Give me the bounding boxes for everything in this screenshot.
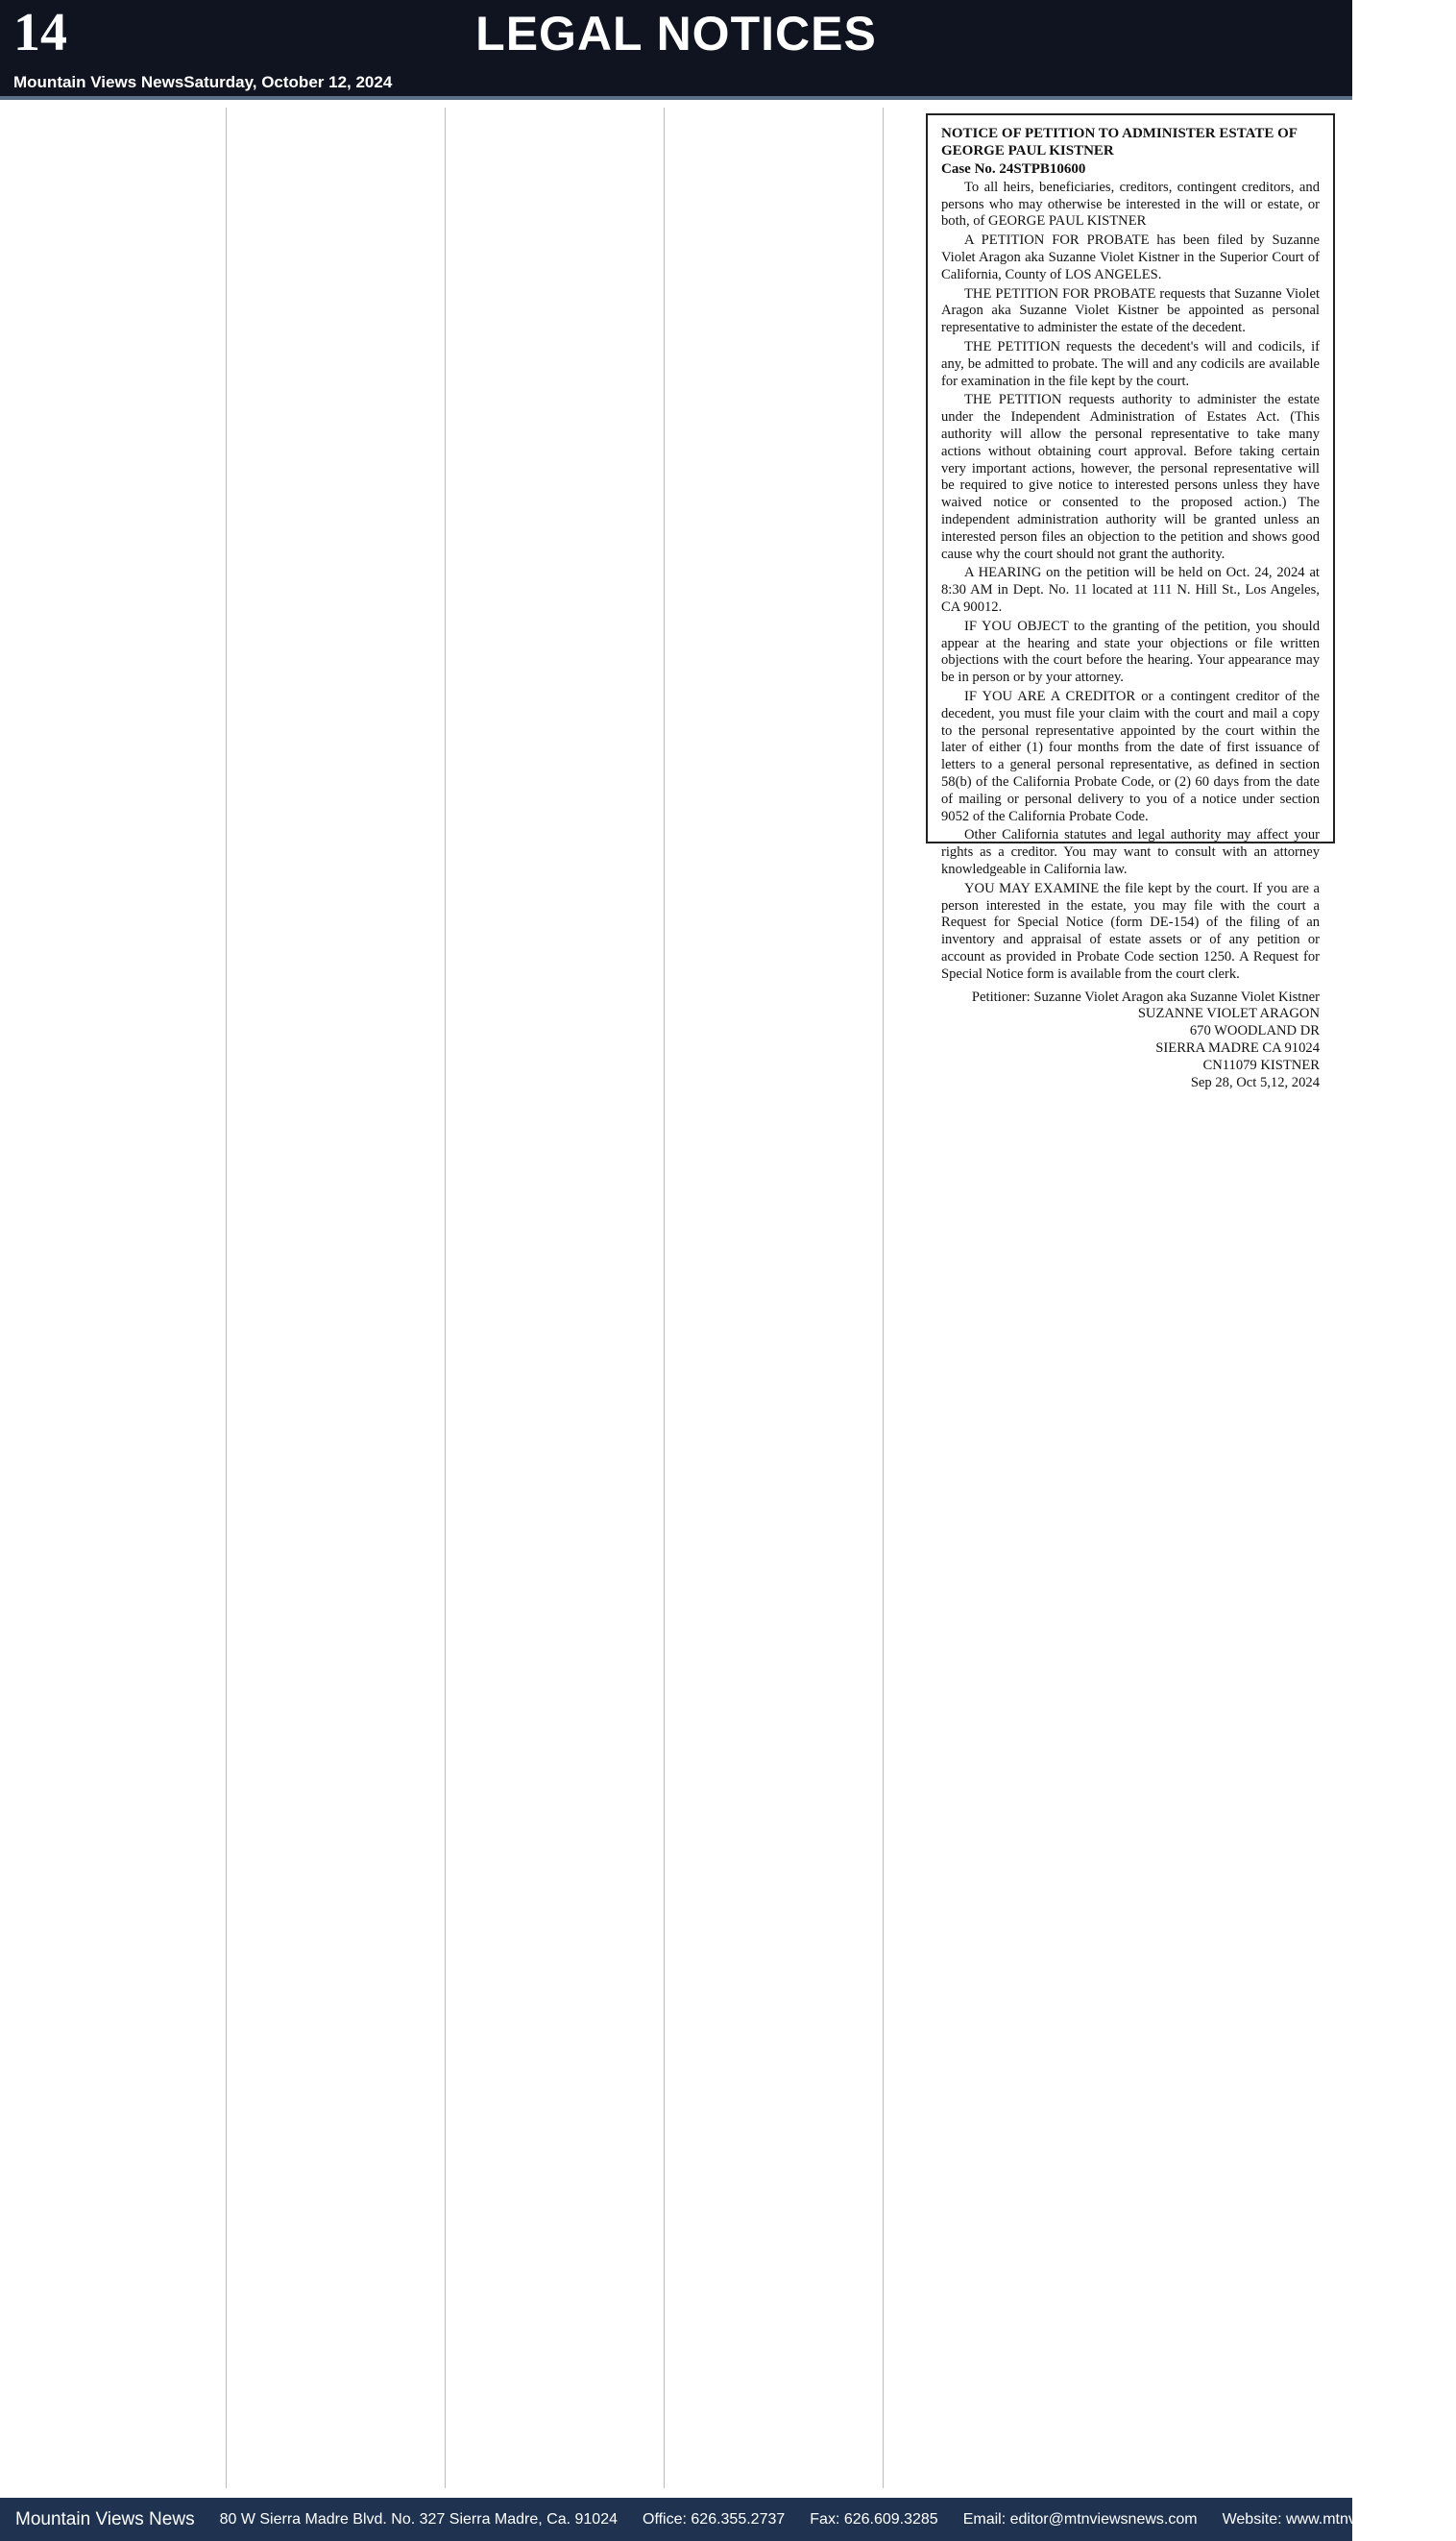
notice-paragraph: YOU MAY EXAMINE the file kept by the court. If you are a person interested in the estate, you may file with the court a Request for Special Notice (form DE-154) of the filing of an inventory and appraisal of estate assets or of any petition or account as provided in Probate Code section 1250. A Request for Special Notice form is available from the court clerk. bbox=[941, 880, 1320, 982]
footer-address: 80 W Sierra Madre Blvd. No. 327 Sierra Madre, Ca. 91024 bbox=[219, 2510, 618, 2528]
petitioner-line: SIERRA MADRE CA 91024 bbox=[1155, 1039, 1320, 1056]
notice-paragraph: THE PETITION FOR PROBATE requests that Suzanne Violet Aragon aka Suzanne Violet Kistner be appointed as personal representative to administer the estate of the decedent. bbox=[941, 285, 1320, 336]
notice-paragraph: To all heirs, beneficiaries, creditors, contingent creditors, and persons who may otherwise be interested in the will or estate, or both, of GEORGE PAUL KISTNER bbox=[941, 179, 1320, 230]
notice-paragraph: A HEARING on the petition will be held on Oct. 24, 2024 at 8:30 AM in Dept. No. 11 located at 111 N. Hill St., Los Angeles, CA 90012. bbox=[941, 565, 1320, 616]
petitioner-block bbox=[941, 990, 1320, 1092]
petitioner-line: 670 WOODLAND DR bbox=[1189, 1023, 1320, 1039]
page-footer bbox=[0, 2498, 1456, 2541]
notice-paragraph: THE PETITION requests the decedent's will and codicils, if any, be admitted to probate. The will and any codicils are available for examination in the file kept by the court. bbox=[941, 339, 1320, 389]
notice-case-number: Case No. 24STPB10600 bbox=[941, 160, 1086, 177]
notice-paragraph: THE PETITION requests authority to administer the estate under the Independent Administration of Estates Act. (This authority will allow the personal representative to take many actions without obtaining court approval. Before taking certain very important actions, however, the personal representative will be required to give notice to interested persons unless they have waived notice or consented to the proposed action.) The independent administration authority will be granted unless an interested person files an objection to the petition and shows good cause why the court should not grant the authority. bbox=[941, 392, 1320, 562]
column-2 bbox=[232, 108, 446, 2488]
publication-dates: Sep 28, Oct 5,12, 2024 bbox=[1190, 1074, 1320, 1090]
masthead-rule bbox=[0, 96, 1352, 100]
petition-notice-title bbox=[941, 125, 1320, 178]
column-3 bbox=[451, 108, 665, 2488]
column-4 bbox=[670, 108, 884, 2488]
footer-email[interactable]: Email: editor@mtnviewsnews.com bbox=[962, 2510, 1198, 2528]
notice-paragraph: IF YOU OBJECT to the granting of the petition, you should appear at the hearing and state your objections or file written objections with the court before the hearing. Your appearance may be in person or by your attorney. bbox=[941, 618, 1320, 686]
column-1 bbox=[13, 108, 227, 2488]
masthead bbox=[0, 0, 1352, 96]
notice-paragraph: Other California statutes and legal authority may affect your rights as a creditor. You may want to consult with an attorney knowledgeable in California law. bbox=[941, 827, 1320, 877]
petitioner-line: SUZANNE VIOLET ARAGON bbox=[1137, 1006, 1320, 1022]
footer-office-phone: Office: 626.355.2737 bbox=[643, 2510, 786, 2528]
petitioner-line: CN11079 KISTNER bbox=[1202, 1057, 1320, 1073]
footer-fax: Fax: 626.609.3285 bbox=[810, 2510, 938, 2528]
dateline: Mountain Views NewsSaturday, October 12, 2024 bbox=[13, 73, 393, 91]
page-number: 14 bbox=[13, 3, 67, 62]
notice-title-line: NOTICE OF PETITION TO ADMINISTER ESTATE OF bbox=[941, 126, 1298, 141]
footer-paper-name: Mountain Views News bbox=[15, 2508, 195, 2529]
petitioner-line: Petitioner: Suzanne Violet Aragon aka Suzanne Violet Kistner bbox=[971, 989, 1320, 1005]
notice-title-line: GEORGE PAUL KISTNER bbox=[941, 143, 1114, 159]
petition-notice-body bbox=[941, 180, 1320, 984]
footer-website[interactable]: Website: www.mtnviewsnews.com bbox=[1222, 2510, 1456, 2528]
petition-notice-box bbox=[926, 113, 1335, 1090]
notice-paragraph: IF YOU ARE A CREDITOR or a contingent creditor of the decedent, you must file your claim with the court and mail a copy to the personal representative appointed by the court within the later of either (1) four months from the date of first issuance of letters to a general personal representative, as defined in section 58(b) of the California Probate Code, or (2) 60 days from the date of mailing or personal delivery to you of a notice under section 9052 of the California Probate Code. bbox=[941, 689, 1320, 824]
section-title: LEGAL NOTICES bbox=[475, 7, 877, 61]
notice-paragraph: A PETITION FOR PROBATE has been filed by Suzanne Violet Aragon aka Suzanne Violet Kistner in the Superior Court of California, County of LOS ANGELES. bbox=[941, 232, 1320, 282]
